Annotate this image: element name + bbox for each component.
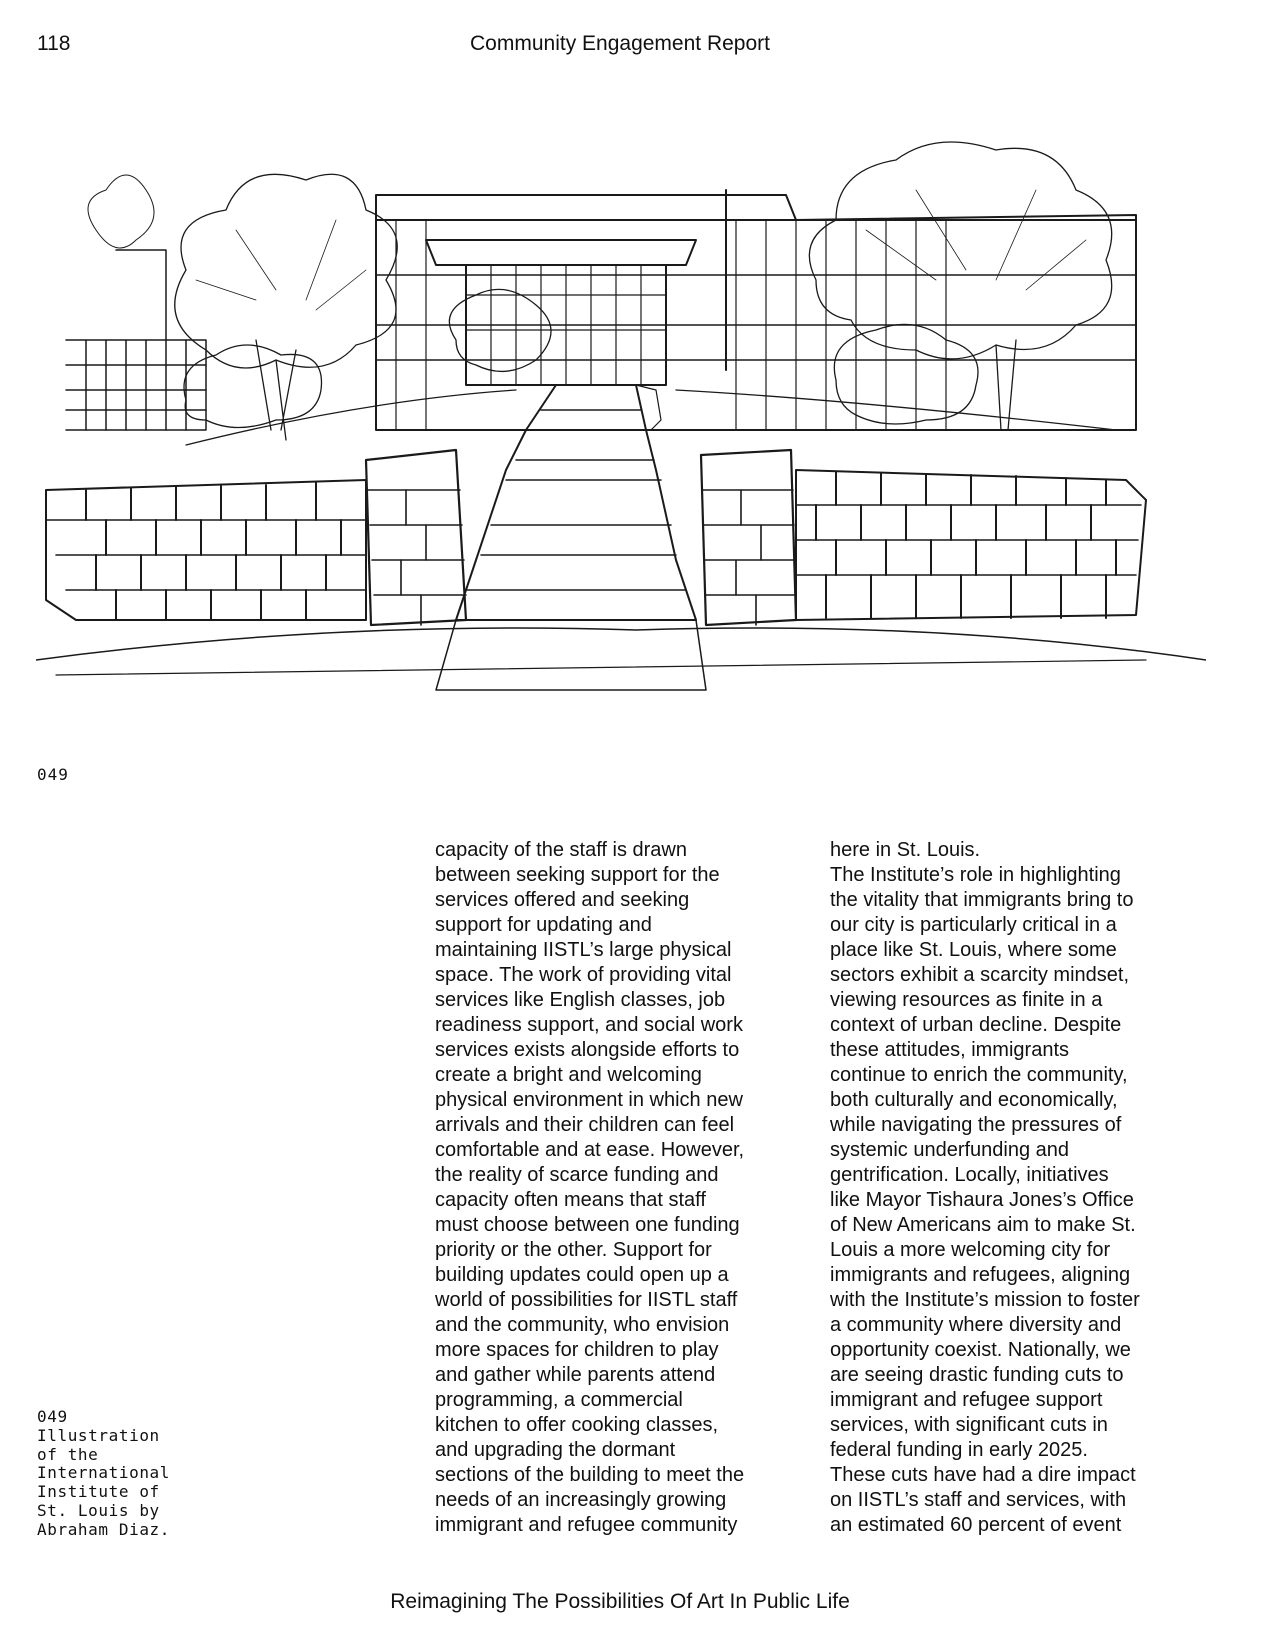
text-line: viewing resources as finite in a	[830, 989, 1103, 1011]
text-line: immigrants and refugees, aligning	[830, 1264, 1131, 1286]
figure-caption	[37, 1408, 217, 1540]
text-line: both culturally and economically,	[830, 1089, 1118, 1111]
caption-line: St. Louis by	[37, 1500, 160, 1520]
text-line: arrivals and their children can feel	[435, 1114, 735, 1136]
text-line: here in St. Louis.	[830, 839, 981, 861]
text-line: services, with significant cuts in	[830, 1414, 1108, 1436]
stone-wall-left	[46, 480, 366, 620]
ground-line	[56, 660, 1146, 675]
figure-reference-number: 049	[37, 765, 69, 784]
text-line: systemic underfunding and	[830, 1139, 1070, 1161]
text-line: and the community, who envision	[435, 1314, 730, 1336]
text-line: support for updating and	[435, 914, 652, 936]
text-line: and gather while parents attend	[435, 1364, 716, 1386]
body-column-right	[830, 838, 1225, 1538]
text-line: an estimated 60 percent of event	[830, 1514, 1122, 1536]
text-line: a community where diversity and	[830, 1314, 1122, 1336]
text-line: immigrant and refugee community	[435, 1514, 738, 1536]
text-line: services exists alongside efforts to	[435, 1039, 740, 1061]
text-line: priority or the other. Support for	[435, 1239, 712, 1261]
text-line: our city is particularly critical in a	[830, 914, 1117, 936]
text-line: building updates could open up a	[435, 1264, 729, 1286]
text-line: services offered and seeking	[435, 889, 690, 911]
stone-pillar-left	[366, 450, 466, 625]
text-line: opportunity coexist. Nationally, we	[830, 1339, 1131, 1361]
ground-line	[36, 628, 1206, 660]
text-line: on IISTL’s staff and services, with	[830, 1489, 1127, 1511]
text-line: capacity often means that staff	[435, 1189, 706, 1211]
caption-line: Abraham Diaz.	[37, 1519, 171, 1539]
tree-right	[809, 142, 1111, 430]
text-line: readiness support, and social work	[435, 1014, 743, 1036]
walkway	[436, 620, 706, 690]
stone-wall-right	[796, 470, 1146, 620]
footer-publication-title: Reimagining The Possibilities Of Art In Public Life	[390, 1590, 850, 1613]
text-line: The Institute’s role in highlighting	[830, 864, 1121, 886]
text-line: programming, a commercial	[435, 1389, 683, 1411]
main-building	[376, 190, 1136, 430]
body-column-left	[435, 838, 810, 1538]
text-line: create a bright and welcoming	[435, 1064, 702, 1086]
text-line: space. The work of providing vital	[435, 964, 732, 986]
text-line: kitchen to offer cooking classes,	[435, 1414, 719, 1436]
text-line: the reality of scarce funding and	[435, 1164, 719, 1186]
front-steps	[456, 385, 696, 620]
text-line: these attitudes, immigrants	[830, 1039, 1069, 1061]
text-line: Louis a more welcoming city for	[830, 1239, 1111, 1261]
text-line: like Mayor Tishaura Jones’s Office	[830, 1189, 1134, 1211]
text-line: continue to enrich the community,	[830, 1064, 1128, 1086]
text-line: maintaining IISTL’s large physical	[435, 939, 732, 961]
text-line: needs of an increasingly growing	[435, 1489, 727, 1511]
text-line: federal funding in early 2025.	[830, 1439, 1088, 1461]
text-line: capacity of the staff is drawn	[435, 839, 687, 861]
text-line: with the Institute’s mission to foster	[830, 1289, 1140, 1311]
text-line: more spaces for children to play	[435, 1339, 719, 1361]
caption-line: Illustration	[37, 1425, 160, 1445]
text-line: sections of the building to meet the	[435, 1464, 745, 1486]
tree-left	[88, 174, 397, 440]
text-line: comfortable and at ease. However,	[435, 1139, 745, 1161]
text-line: while navigating the pressures of	[830, 1114, 1122, 1136]
lawn-slope	[186, 390, 516, 445]
caption-line: of the	[37, 1444, 99, 1464]
text-line: These cuts have had a dire impact	[830, 1464, 1136, 1486]
text-line: context of urban decline. Despite	[830, 1014, 1122, 1036]
text-line: must choose between one funding	[435, 1214, 740, 1236]
text-line: services like English classes, job	[435, 989, 726, 1011]
text-line: sectors exhibit a scarcity mindset,	[830, 964, 1129, 986]
text-line: of New Americans aim to make St.	[830, 1214, 1136, 1236]
caption-line: Institute of	[37, 1482, 160, 1502]
text-line: between seeking support for the	[435, 864, 720, 886]
text-line: place like St. Louis, where some	[830, 939, 1117, 961]
text-line: physical environment in which new	[435, 1089, 743, 1111]
running-title: Community Engagement Report	[470, 32, 770, 55]
building-illustration	[36, 100, 1206, 730]
text-line: are seeing drastic funding cuts to	[830, 1364, 1124, 1386]
text-line: the vitality that immigrants bring to	[830, 889, 1134, 911]
caption-number: 049	[37, 1407, 68, 1426]
stone-pillar-right	[701, 450, 796, 625]
text-line: world of possibilities for IISTL staff	[435, 1289, 738, 1311]
caption-line: International	[37, 1463, 171, 1483]
page-number: 118	[37, 32, 71, 55]
text-line: and upgrading the dormant	[435, 1439, 676, 1461]
text-line: immigrant and refugee support	[830, 1389, 1103, 1411]
text-line: gentrification. Locally, initiatives	[830, 1164, 1109, 1186]
shrub-left	[184, 345, 322, 428]
